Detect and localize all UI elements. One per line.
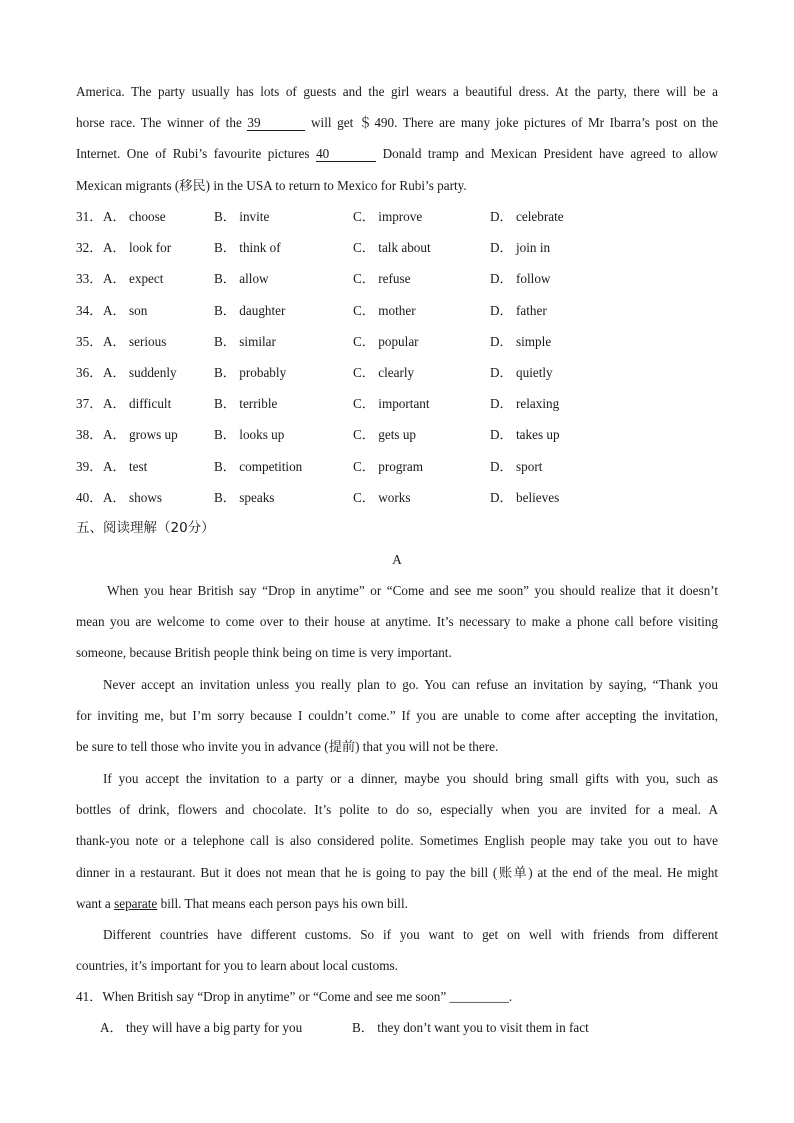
question-row — [76, 482, 736, 513]
paragraph-line: mean you are welcome to come over to their house at anytime. It’s necessary to make a phone call before visiting — [76, 614, 718, 630]
paragraph-line: countries, it’s important for you to learn about local customs. — [76, 958, 398, 974]
cloze-text: horse race. The winner of the — [76, 115, 242, 131]
paragraph-line: If you accept the invitation to a party or a dinner, maybe you should bring small gifts with you, such as — [103, 771, 718, 786]
option-a: A． shows — [103, 489, 162, 505]
cloze-line — [76, 138, 718, 169]
question-row — [76, 451, 736, 482]
option-c: C． works — [353, 489, 411, 505]
option-d: D． simple — [490, 333, 552, 349]
question-row — [76, 201, 736, 232]
question-row — [76, 388, 736, 419]
cloze-line — [76, 107, 718, 138]
option-d: D． relaxing — [490, 396, 560, 412]
option-c: C． gets up — [353, 427, 417, 443]
cloze-text: will get ＄490. There are many joke pictures of Mr Ibarra’s post on the — [311, 115, 719, 131]
paragraph-line: for inviting me, but I’m sorry because I couldn’t come.” If you are unable to come after accepting the invitation, — [76, 708, 718, 724]
option-a: A． choose — [103, 209, 166, 224]
question-row — [76, 232, 736, 263]
question-row — [76, 419, 736, 450]
paragraph-line: Different countries have different customs. So if you want to get on well with friends from different — [103, 927, 718, 942]
question-number: 39． — [76, 458, 103, 474]
option-d: D． follow — [490, 271, 551, 287]
paragraph-line: Never accept an invitation unless you really plan to go. You can refuse an invitation by saying, “Thank you — [103, 677, 718, 692]
option-c: C． clearly — [353, 364, 415, 380]
option-b: B． invite — [214, 209, 270, 224]
question-row — [76, 326, 736, 357]
passage-paragraph-3 — [76, 763, 718, 919]
option-c: C． refuse — [353, 271, 411, 287]
option-c: C． talk about — [353, 240, 431, 256]
question-number: 33． — [76, 271, 103, 287]
option-a: A． son — [103, 302, 148, 318]
cloze-text: Internet. One of Rubi’s favourite pictures — [76, 146, 310, 162]
option-b: B． think of — [214, 240, 281, 256]
option-b: B． looks up — [214, 427, 285, 443]
question-number: 32． — [76, 240, 103, 256]
option-a: A． grows up — [103, 427, 178, 443]
cloze-line: Mexican migrants (移民) in the USA to return to Mexico for Rubi’s party. — [76, 177, 467, 193]
question-row — [76, 295, 736, 326]
cloze-options — [76, 201, 736, 513]
option-d: D． sport — [490, 458, 543, 474]
option-d: D． join in — [490, 240, 551, 256]
option-a: A． difficult — [103, 396, 172, 412]
question-41-stem: 41．When British say “Drop in anytime” or “Come and see me soon” _________. — [76, 989, 513, 1004]
blank-39: 39 — [247, 115, 305, 131]
option-d: D． believes — [490, 489, 560, 505]
question-41-options — [100, 1012, 740, 1043]
cloze-line: America. The party usually has lots of guests and the girl wears a beautiful dress. At the party, there will be a — [76, 84, 718, 99]
option-d: D． takes up — [490, 427, 560, 443]
paragraph-line: When you hear British say “Drop in anytime” or “Come and see me soon” you should realize that it doesn’t — [107, 583, 718, 598]
option-b: B． competition — [214, 458, 303, 474]
option-a: A． test — [103, 458, 148, 474]
question-number: 31． — [76, 209, 103, 224]
question-number: 35． — [76, 333, 103, 349]
option-b: B． terrible — [214, 396, 278, 412]
option-a: A． suddenly — [103, 364, 177, 380]
paragraph-text: bill. That means each person pays his own bill. — [160, 895, 408, 911]
question-row — [76, 357, 736, 388]
paragraph-line: bottles of drink, flowers and chocolate. It’s polite to do so, especially when you are invited for a meal. A — [76, 802, 718, 818]
option-b: B． allow — [214, 271, 269, 287]
question-number: 38． — [76, 427, 103, 443]
option-b: B． daughter — [214, 302, 286, 318]
passage-paragraph-2 — [76, 669, 718, 763]
cloze-text: Donald tramp and Mexican President have agreed to allow — [382, 146, 719, 162]
question-number: 37． — [76, 396, 103, 412]
option-b: B． speaks — [214, 489, 275, 505]
paragraph-line — [76, 888, 718, 919]
question-row — [76, 263, 736, 294]
option-a: A． serious — [103, 333, 167, 349]
question-number: 40． — [76, 489, 103, 505]
paragraph-line: dinner in a restaurant. But it does not mean that he is going to pay the bill (账单) at the end of the meal. He might — [76, 864, 718, 880]
passage-label: A — [392, 552, 402, 567]
passage-paragraph-1 — [76, 575, 718, 669]
option-d: D． quietly — [490, 364, 553, 380]
section-title: 五、阅读理解（20分） — [76, 520, 215, 536]
option-d: D． celebrate — [490, 209, 564, 224]
paragraph-line: be sure to tell those who invite you in advance (提前) that you will not be there. — [76, 739, 499, 755]
option-a: A． they will have a big party for you — [100, 1020, 303, 1035]
option-b: B． similar — [214, 333, 276, 349]
option-a: A． look for — [103, 240, 172, 256]
option-c: C． popular — [353, 333, 419, 349]
option-c: C． program — [353, 458, 423, 474]
option-b: B． they don’t want you to visit them in fact — [352, 1020, 589, 1035]
cloze-passage-tail — [76, 76, 718, 201]
option-a: A． expect — [103, 271, 164, 287]
passage-paragraph-4 — [76, 919, 718, 981]
paragraph-line: someone, because British people think being on time is very important. — [76, 645, 452, 661]
blank-40: 40 — [316, 146, 376, 162]
underlined-word: separate — [114, 895, 158, 911]
option-d: D． father — [490, 302, 547, 318]
question-number: 36． — [76, 364, 103, 380]
option-b: B． probably — [214, 364, 287, 380]
option-c: C． mother — [353, 302, 416, 318]
question-number: 34． — [76, 302, 103, 318]
option-c: C． improve — [353, 209, 423, 224]
option-c: C． important — [353, 396, 430, 412]
paragraph-text: want a — [76, 895, 111, 911]
paragraph-line: thank-you note or a telephone call is also considered polite. Sometimes English people may take you out to have — [76, 833, 718, 849]
